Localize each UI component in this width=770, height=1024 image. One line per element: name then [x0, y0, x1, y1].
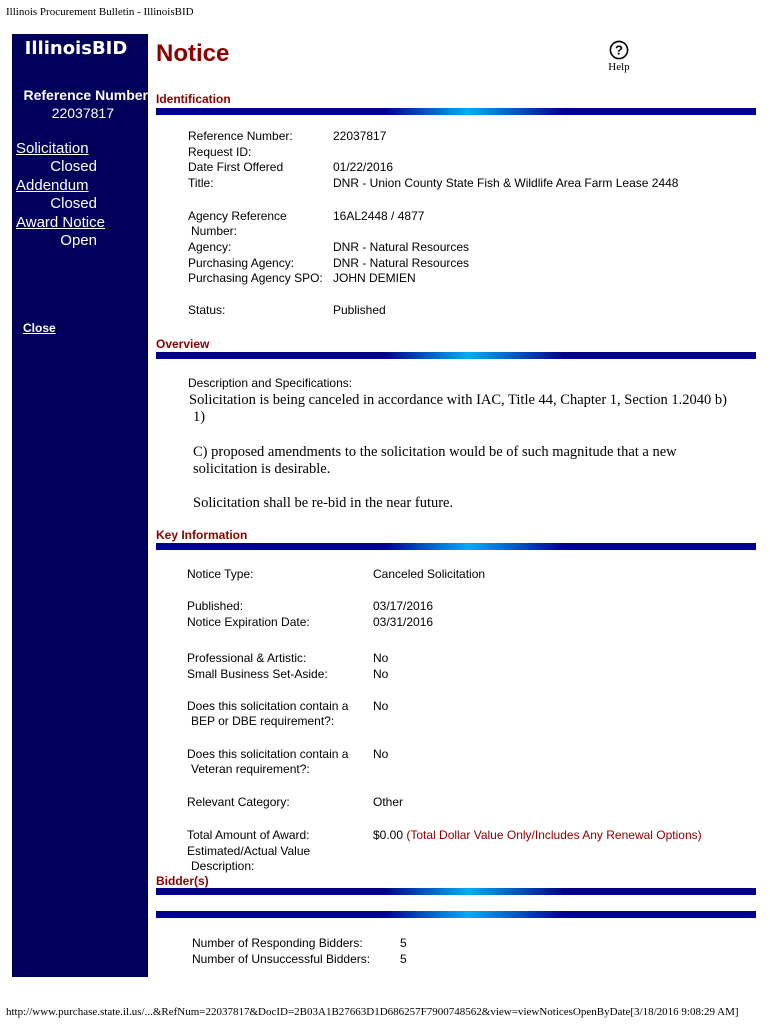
- close-link[interactable]: Close: [23, 321, 56, 335]
- purchasing-agency-spo-label: Purchasing Agency SPO:: [188, 271, 323, 285]
- footer-url: http://www.purchase.state.il.us/...&RefNum=22037817&DocID=2B03A1B27663D1D686257F7900748562&view=viewNoticesOpenByDate[3/18/2016 9:08:29 AM]: [6, 1006, 739, 1018]
- question-circle-icon: [609, 40, 629, 60]
- total-award-value: $0.00: [373, 828, 404, 842]
- description-para2-line2: solicitation is desirable.: [193, 461, 331, 477]
- description-label: Description and Specifications:: [188, 376, 353, 390]
- page-title: Notice: [156, 40, 230, 67]
- bidders-divider-2: [156, 911, 756, 918]
- identification-divider: [156, 108, 756, 115]
- prof-artistic-value: No: [373, 651, 389, 665]
- help-button[interactable]: [600, 40, 638, 73]
- svg-text:?: ?: [615, 42, 623, 58]
- description-para3: Solicitation shall be re-bid in the near future.: [193, 495, 454, 511]
- purchasing-agency-spo-value: JOHN DEMIEN: [333, 271, 416, 285]
- key-information-divider: [156, 543, 756, 550]
- sidebar: [12, 34, 148, 977]
- total-award-row: [373, 828, 702, 844]
- sidebar-link-addendum[interactable]: Addendum: [16, 177, 89, 194]
- status-label: Status:: [188, 303, 226, 317]
- title-value: DNR - Union County State Fish & Wildlife Area Farm Lease 2448: [333, 176, 679, 190]
- sidebar-status-addendum: Closed: [50, 195, 97, 212]
- category-label: Relevant Category:: [187, 795, 290, 809]
- date-first-offered-value: 01/22/2016: [333, 160, 394, 174]
- agency-reference-label: Agency Reference: [188, 209, 287, 223]
- notice-type-label: Notice Type:: [187, 567, 254, 581]
- small-business-value: No: [373, 667, 389, 681]
- sidebar-status-award-notice: Open: [60, 232, 97, 249]
- status-value: Published: [333, 303, 386, 317]
- veteran-label: Does this solicitation contain a: [187, 747, 349, 761]
- sidebar-reference-value: 22037817: [51, 105, 114, 121]
- notice-type-value: Canceled Solicitation: [373, 567, 486, 581]
- total-award-note: (Total Dollar Value Only/Includes Any Renewal Options): [406, 828, 702, 842]
- sidebar-link-solicitation[interactable]: Solicitation: [16, 140, 89, 157]
- est-value-label: Estimated/Actual Value: [187, 844, 311, 858]
- agency-label: Agency:: [188, 240, 232, 254]
- agency-value: DNR - Natural Resources: [333, 240, 470, 254]
- description-para1-line2: 1): [193, 409, 206, 425]
- small-business-label: Small Business Set-Aside:: [187, 667, 328, 681]
- overview-heading: Overview: [156, 337, 210, 351]
- overview-divider: [156, 352, 756, 359]
- sidebar-status-solicitation: Closed: [50, 158, 97, 175]
- category-value: Other: [373, 795, 404, 809]
- help-label: Help: [608, 61, 630, 73]
- expiration-value: 03/31/2016: [373, 615, 434, 629]
- request-id-label: Request ID:: [188, 145, 252, 159]
- description-para2-line1: C) proposed amendments to the solicitation would be of such magnitude that a new: [193, 444, 677, 460]
- bep-label-line2: BEP or DBE requirement?:: [191, 714, 335, 728]
- identification-heading: Identification: [156, 92, 231, 106]
- total-award-label: Total Amount of Award:: [187, 828, 310, 842]
- unsuccessful-bidders-value: 5: [400, 952, 407, 966]
- unsuccessful-bidders-label: Number of Unsuccessful Bidders:: [192, 952, 371, 966]
- reference-number-label: Reference Number:: [188, 129, 293, 143]
- est-value-label-line2: Description:: [191, 859, 255, 873]
- description-para1-line1: Solicitation is being canceled in accordance with IAC, Title 44, Chapter 1, Section 1.2040 b): [189, 392, 728, 408]
- prof-artistic-label: Professional & Artistic:: [187, 651, 307, 665]
- key-information-heading: Key Information: [156, 528, 248, 542]
- responding-bidders-value: 5: [400, 936, 407, 950]
- responding-bidders-label: Number of Responding Bidders:: [192, 936, 363, 950]
- reference-number-value: 22037817: [333, 129, 387, 143]
- browser-page-title: Illinois Procurement Bulletin - IllinoisBID: [6, 6, 194, 18]
- expiration-label: Notice Expiration Date:: [187, 615, 310, 629]
- bep-label: Does this solicitation contain a: [187, 699, 349, 713]
- published-value: 03/17/2016: [373, 599, 434, 613]
- bidders-heading: Bidder(s): [156, 874, 209, 888]
- title-label: Title:: [188, 176, 214, 190]
- agency-reference-label-line2: Number:: [191, 224, 238, 238]
- illinoisbid-logo: IllinoisBID: [24, 38, 128, 59]
- bep-value: No: [373, 699, 389, 713]
- bidders-divider: [156, 888, 756, 895]
- sidebar-link-award-notice[interactable]: Award Notice: [16, 214, 105, 231]
- veteran-value: No: [373, 747, 389, 761]
- veteran-label-line2: Veteran requirement?:: [191, 762, 310, 776]
- published-label: Published:: [187, 599, 244, 613]
- date-first-offered-label: Date First Offered: [188, 160, 284, 174]
- sidebar-reference-label: Reference Number: [23, 87, 148, 103]
- purchasing-agency-value: DNR - Natural Resources: [333, 256, 470, 270]
- agency-reference-value: 16AL2448 / 4877: [333, 209, 425, 223]
- purchasing-agency-label: Purchasing Agency:: [188, 256, 295, 270]
